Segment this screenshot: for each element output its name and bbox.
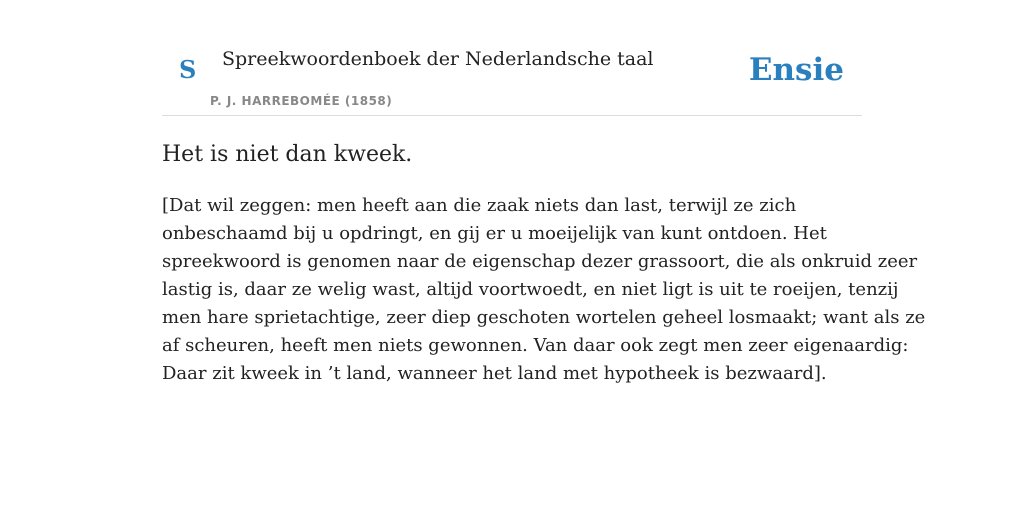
brand-logo[interactable]: Ensie [748,52,844,88]
entry-body [162,192,926,388]
source-author: P. J. HARREBOMÉE (1858) [210,94,393,108]
body-line: men hare sprietachtige, zeer diep geschoten wortelen geheel losmaakt; want als ze [162,307,926,328]
source-title-link[interactable]: Spreekwoordenboek der Nederlandsche taal [222,48,654,70]
body-line: af scheuren, heeft men niets gewonnen. Van daar ook zegt men zeer eigenaardig: [162,335,909,356]
body-line: spreekwoord is genomen naar de eigenschap dezer grassoort, die als onkruid zeer [162,251,918,272]
body-line: Daar zit kweek in ’t land, wanneer het land met hypotheek is bezwaard]. [162,363,827,384]
entry-headline: Het is niet dan kweek. [162,142,413,167]
body-line: [Dat wil zeggen: men heeft aan die zaak niets dan last, terwijl ze zich [162,195,797,216]
body-line: onbeschaamd bij u opdringt, en gij er u moeijelijk van kunt ontdoen. Het [162,223,827,244]
body-line: lastig is, daar ze welig wast, altijd voortwoedt, en niet ligt is uit te roeijen, tenzij [162,279,899,300]
source-logo[interactable]: S [179,55,197,84]
page-content [162,0,926,384]
source-header [162,0,862,116]
